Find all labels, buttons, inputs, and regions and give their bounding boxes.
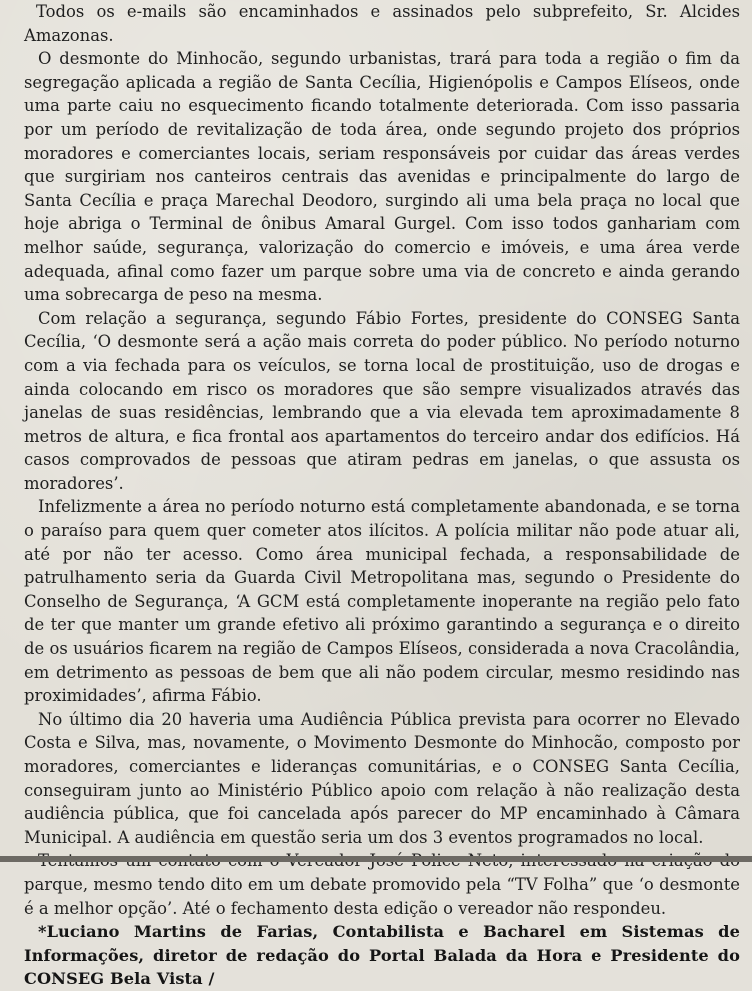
article-paragraph-5: No último dia 20 haveria uma Audiência Pública prevista para ocorrer no Elevado Costa e Silva, mas, novamente, o Movimento Desmonte do Minhocão, composto por moradores, comerciantes e lideranças comunitárias, e o CONSEG Santa Cecília, conseguiram junto ao Ministério Público apoio com relação à não realização desta audiência pública, que foi cancelada após parecer do MP encaminhado à Câmara Municipal. A audiência em questão seria um dos 3 eventos programados no local. (24, 709, 740, 847)
article-paragraph-1: Todos os e-mails são encaminhados e assinados pelo subprefeito, Sr. Alcides Amazonas. (24, 2, 740, 45)
article-paragraph-2: O desmonte do Minhocão, segundo urbanistas, trará para toda a região o fim da segregação aplicada a região de Santa Cecília, Higienópolis e Campos Elíseos, onde uma parte caiu no esquecimento ficando totalmente deteriorada. Com isso passaria por um período de revitalização de toda área, onde segundo projeto dos próprios moradores e comerciantes locais, seriam responsáveis por cuidar das áreas verdes que surgiriam nos canteiros centrais das avenidas e principalmente do largo de Santa Cecília e praça Marechal Deodoro, surgindo ali uma bela praça no local que hoje abriga o Terminal de ônibus Amaral Gurgel. Com isso todos ganhariam com melhor saúde, segurança, valorização do comercio e imóveis, e uma área verde adequada, afinal como fazer um parque sobre uma via de concreto e ainda gerando uma sobrecarga de peso na mesma. (24, 49, 740, 305)
article-paragraph-4: Infelizmente a área no período noturno está completamente abandonada, e se torna o paraíso para quem quer cometer atos ilícitos. A polícia militar não pode atuar ali, até por não ter acesso. Como área municipal fechada, a responsabilidade de patrulhamento seria da Guarda Civil Metropolitana mas, segundo o Presidente do Conselho de Segurança, ‘A GCM está completamente inoperante na região pelo fato de ter que manter um grande efetivo ali próximo garantindo a segurança e o direito de os usuários ficarem na região de Campos Elíseos, considerada a nova Cracolândia, em detrimento as pessoas de bem que ali não podem circular, mesmo residindo nas proximidades’, afirma Fábio. (24, 497, 740, 706)
article-column (24, 0, 740, 991)
author-signature: *Luciano Martins de Farias, Contabilista e Bacharel em Sistemas de Informações, diretor de redação do Portal Balada da Hora e Presidente do CONSEG Bela Vista / (24, 922, 740, 989)
article-paragraph-3: Com relação a segurança, segundo Fábio Fortes, presidente do CONSEG Santa Cecília, ‘O desmonte será a ação mais correta do poder público. No período noturno com a via fechada para os veículos, se torna local de prostituição, uso de drogas e ainda colocando em risco os moradores que são sempre visualizados através das janelas de suas residências, lembrando que a via elevada tem aproximadamente 8 metros de altura, e fica frontal aos apartamentos do terceiro andar dos edifícios. Há casos comprovados de pessoas que atiram pedras em janelas, o que assusta os moradores’. (24, 308, 740, 493)
page-bottom-bleed (0, 856, 752, 862)
article-paragraph-6: parque, mesmo tendo dito em um debate promovido pela “TV Folha” que ‘o desmonte é a melhor opção’. Até o fechamento desta edição o vereador não respondeu. (24, 874, 740, 918)
